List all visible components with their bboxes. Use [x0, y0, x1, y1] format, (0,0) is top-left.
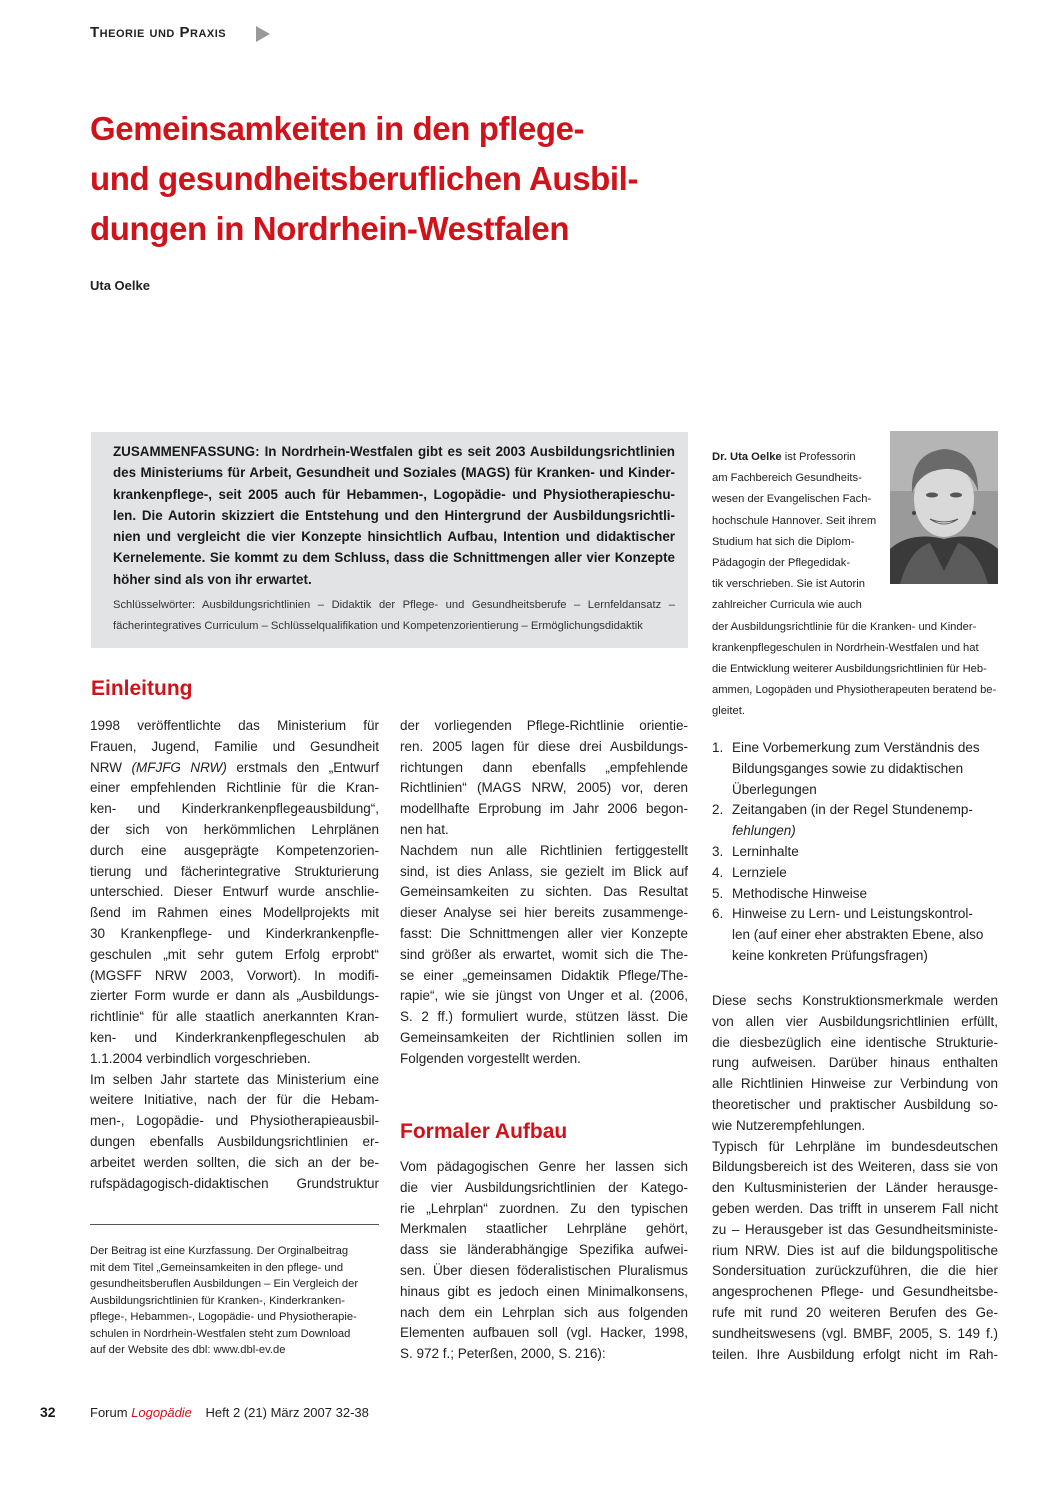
list-line: Überlegungen — [732, 781, 817, 797]
journal-name: Forum — [90, 1405, 128, 1420]
text-line: Bildungsbereich ist des Weiteren, dass sie von — [712, 1159, 998, 1175]
text-line: Diese sechs Konstruktionsmerkmale werden — [712, 993, 998, 1008]
list-number: 3. — [712, 843, 724, 859]
bio-line: zahlreicher Curricula wie auch — [712, 599, 862, 612]
text-line: Folgenden vorgestellt werden. — [400, 1050, 581, 1066]
list-line: Hinweise zu Lern- und Leistungskontrol- — [732, 906, 973, 922]
text-line: 1.1.2004 verbindlich vorgeschrieben. — [90, 1050, 311, 1066]
text-line: der vorliegenden Pflege-Richtlinie orientie- — [400, 718, 688, 733]
column-2 — [400, 716, 688, 1070]
text-line: NRW (MFJFG NRW) erstmals den „Entwurf — [90, 759, 380, 775]
heading-formaler-aufbau: Formaler Aufbau — [400, 1120, 568, 1143]
text-line: S. 2 ff.) formuliert wurde, stützen lässt. Die — [400, 1009, 688, 1025]
title-line: dungen in Nordrhein-Westfalen — [90, 210, 570, 247]
summary-line: des Ministeriums für Arbeit, Gesundheit und Soziales (MAGS) für Kranken- und Kinder- — [113, 465, 675, 481]
bio-line: Studium hat sich die Diplom- — [712, 535, 855, 548]
list-number: 5. — [712, 885, 724, 901]
text-line: men-, Logopädie- und Physiotherapieausbil- — [90, 1113, 379, 1129]
text-line: einer empfehlenden Richtlinie für die Kran- — [90, 780, 379, 796]
text-line: die diesbezüglich eine identische Strukturie- — [712, 1034, 998, 1050]
text-line: rapie“, wie sie jüngst von Unger et al. (2006, — [400, 988, 688, 1004]
keywords-line: fächerintegratives Curriculum – Schlüsselqualifikation und Kompetenzorientierung – Ermöglichungsdidaktik — [113, 619, 643, 632]
text-line: richtlinie“ für alle staatlich anerkannten Kran- — [90, 1009, 379, 1025]
bio-name: Dr. Uta Oelke — [712, 451, 782, 463]
bio-line: gleitet. — [712, 705, 745, 718]
text-line: Vom pädagogischen Genre her lassen sich — [400, 1159, 688, 1174]
text-line: sundheitswesens (vgl. BMBF, 2005, S. 149 f.) — [712, 1325, 998, 1341]
summary-line: ZUSAMMENFASSUNG: In Nordrhein-Westfalen gibt es seit 2003 Ausbildungsrichtlinien — [113, 444, 675, 459]
author-bio — [712, 447, 1002, 723]
text-line: Frauen, Jugend, Familie und Gesundheit — [90, 738, 379, 754]
text-line: geben werden. Das trifft in unserem Fall nicht — [712, 1200, 998, 1216]
text-line: dass sie länderabhängige Spezifika aufwei- — [400, 1242, 688, 1258]
keywords — [113, 595, 675, 636]
list-number: 4. — [712, 864, 724, 880]
bio-line — [712, 447, 1002, 468]
text-line: Gemeinsamkeiten zu sichten. Das Resultat — [400, 884, 688, 900]
list-item — [712, 904, 1004, 966]
list-number: 1. — [712, 740, 724, 755]
text-line: teilen. Ihre Ausbildung erfolgt nicht im Rah- — [712, 1346, 998, 1362]
text-line: ken- und Kinderkrankenpflegeausbildung“, — [90, 801, 379, 817]
text-line: rie „Lehrplan“ zuordnen. Zu den typischen — [400, 1200, 688, 1216]
heading-einleitung: Einleitung — [91, 677, 193, 700]
section-label: Theorie und Praxis — [90, 24, 227, 41]
text-line: richtungen dann ebenfalls „empfehlende — [400, 759, 688, 775]
list-line: Bildungsganges sowie zu didaktischen — [732, 760, 964, 776]
text-line: hinaus gibt es jedoch einen Minimalkonsens, — [400, 1283, 688, 1299]
text-line: der sich von herkömmlichen Lehrplänen — [90, 821, 379, 837]
list-item — [712, 738, 1004, 800]
summary-line: Kernelemente. Sie kommt zu dem Schluss, dass die Schnittmengen aller vier Konzepte — [113, 550, 675, 566]
list-item — [712, 842, 1004, 863]
text-line: arbeitet werden sollten, die sich an der be- — [90, 1154, 379, 1170]
footnote-divider — [90, 1224, 379, 1225]
list-item — [712, 863, 1004, 884]
text-line: nach dem ein Lehrplan sich aus folgenden — [400, 1304, 688, 1320]
summary-line: nien und vergleicht die vier Konzepte hinsichtlich Aufbau, Intention und didaktischer — [113, 529, 675, 545]
bio-text: ist Professorin — [781, 451, 856, 463]
footnote — [90, 1243, 379, 1359]
text-line: modellhafte Erprobung im Jahr 2006 begon- — [400, 801, 688, 817]
text-line: 1998 veröffentlichte das Ministerium für — [90, 718, 379, 733]
text-line: Richtlinien“ (MAGS NRW, 2005) vor, deren — [400, 780, 688, 796]
text-line: ßend im Rahmen eines Modellprojekts mit — [90, 905, 379, 921]
list-item — [712, 800, 1004, 842]
list-line: Lernziele — [732, 864, 787, 880]
summary-line: len. Die Autorin skizziert die Entstehung und den Hintergrund der Ausbildungsrichtli- — [113, 507, 675, 523]
journal-brand: Logopädie — [131, 1405, 192, 1420]
text-line: durch eine ausgeprägte Kompetenzorien- — [90, 842, 379, 858]
text-line: zierter Form wurde er dann als „Ausbildungs- — [90, 988, 379, 1004]
journal-footer — [90, 1405, 369, 1420]
text-line: rufspädagogisch-didaktischen Grundstruktur — [90, 1175, 379, 1191]
summary-line: krankenpflege-, seit 2005 auch für Hebammen-, Logopädie- und Physiotherapieschu- — [113, 486, 675, 502]
list-line: Eine Vorbemerkung zum Verständnis des — [732, 740, 980, 755]
bio-line: ammen, Logopäden und Physiotherapeuten beratend be- — [712, 684, 997, 697]
article-title — [90, 104, 730, 254]
footnote-line: auf der Website des dbl: www.dbl-ev.de — [90, 1344, 286, 1356]
text-line: Gemeinsamkeiten der Richtlinien sollen im — [400, 1029, 688, 1045]
summary-text — [113, 441, 675, 590]
author-name: Uta Oelke — [90, 278, 150, 293]
bio-line: krankenpflegeschulen in Nordrhein-Westfalen und hat — [712, 641, 979, 654]
list-line: Methodische Hinweise — [732, 885, 868, 901]
list-item — [712, 884, 1004, 905]
bio-line: hochschule Hannover. Seit ihrem — [712, 514, 877, 527]
footnote-line: pflege-, Hebammen-, Logopädie- und Physiotherapie- — [90, 1311, 357, 1323]
text-line: rufe mit rund 20 weiteren Berufen des Ge- — [712, 1304, 998, 1320]
text-line: ken- und Kinderkrankenpflegeschulen ab — [90, 1029, 379, 1045]
bio-line: wesen der Evangelischen Fach- — [712, 493, 872, 506]
text-line: von allen vier Ausbildungsrichtlinien erfüllt, — [712, 1013, 998, 1029]
list-line: fehlungen) — [732, 823, 796, 839]
footnote-line: schulen in Nordrhein-Westfalen steht zum Download — [90, 1327, 351, 1340]
text-line: zu – Herausgeber ist das Gesundheitsministe- — [712, 1221, 998, 1237]
text-line: unterschied. Dieser Entwurf wurde anschlie- — [90, 884, 379, 900]
text-line: Im selben Jahr startete das Ministerium eine — [90, 1071, 379, 1087]
text-line: die vier Ausbildungsrichtlinien der Katego- — [400, 1179, 688, 1195]
abbr-mfjfg: (MFJFG NRW) — [131, 759, 227, 775]
text-line: fasst: Die Schnittmengen aller vier Konzepte — [400, 925, 688, 941]
text-line: geschulen „mit sehr gutem Erfolg erprobt“ — [90, 946, 379, 962]
bio-line: am Fachbereich Gesundheits- — [712, 472, 862, 485]
text-line: rium NRW. Dies ist auf die bildungspolitische — [712, 1242, 998, 1258]
text-line: sen. Über diesen föderalistischen Pluralismus — [400, 1262, 688, 1278]
text-line: (MGSFF NRW 2003, Vorwort). In modifi- — [90, 967, 379, 983]
list-line: Zeitangaben (in der Regel Stundenemp- — [732, 802, 973, 818]
bio-line: die Entwicklung weiterer Ausbildungsrichtlinien für Heb- — [712, 663, 987, 676]
list-line: keine konkreten Prüfungsfragen) — [732, 947, 928, 963]
bio-line: der Ausbildungsrichtlinie für die Kranken- und Kinder- — [712, 620, 977, 633]
play-triangle-icon — [256, 26, 270, 42]
text-line: S. 972 f.; Peterßen, 2000, S. 216): — [400, 1346, 606, 1362]
text-line: den Kultusministerien der Länder herausge- — [712, 1180, 998, 1196]
text-line: dungen ebenfalls Ausbildungsrichtlinien er- — [90, 1133, 379, 1149]
text-line: alle Richtlinien Hinweise zur Verbindung von — [712, 1076, 998, 1092]
column-2-continued — [400, 1157, 688, 1365]
list-number: 6. — [712, 906, 724, 922]
text-line: Typisch für Lehrpläne im bundesdeutschen — [712, 1138, 998, 1154]
text-line: sind, ist dies Anlass, sie gezielt im Blick auf — [400, 863, 688, 879]
footnote-line: Ausbildungsrichtlinien für Kranken-, Kinderkranken- — [90, 1294, 345, 1307]
text-line: wie Nutzerempfehlungen. — [712, 1117, 866, 1133]
footnote-line: gesundheitsberuflen Ausbildungen – Ein Vergleich der — [90, 1278, 359, 1290]
text-line: se einer „gemeinsamen Didaktik Pflege/The- — [400, 967, 688, 983]
text-line: Nachdem nun alle Richtlinien fertiggestellt — [400, 842, 688, 858]
text-line: Elementen aufbauen soll (vgl. Hacker, 1998, — [400, 1325, 688, 1341]
text-line: ren. 2005 lagen für diese drei Ausbildungs- — [400, 738, 688, 754]
column-3 — [712, 991, 998, 1365]
list-line: len (auf einer eher abstrakten Ebene, also — [732, 927, 984, 943]
text-line: sind größer als erwartet, womit sich die The- — [400, 946, 688, 962]
footnote-line: Der Beitrag ist eine Kurzfassung. Der Orginalbeitrag — [90, 1245, 349, 1257]
text-line: Merkmalen staatlicher Lehrpläne gehört, — [400, 1221, 688, 1237]
text-line: nen hat. — [400, 821, 449, 837]
bio-line: Pädagogin der Pflegedidak- — [712, 557, 851, 570]
issue-info: Heft 2 (21) März 2007 32-38 — [205, 1405, 369, 1420]
keywords-line: Schlüsselwörter: Ausbildungsrichtlinien – Didaktik der Pflege- und Gesundheitsberufe – Lernfeldansatz – — [113, 599, 675, 611]
column-1 — [90, 716, 379, 1194]
construction-list — [712, 738, 1004, 967]
text-line: Sondersituation zurückzuführen, die die hier — [712, 1263, 998, 1279]
text-line: tierung und fächerintegrative Strukturierung — [90, 863, 379, 879]
text-line: angesprochenen Pflege- und Gesundheitsbe- — [712, 1284, 998, 1300]
title-line: Gemeinsamkeiten in den pflege- — [90, 110, 585, 147]
text-line: rung aufweisen. Darüber hinaus enthalten — [712, 1055, 998, 1071]
text-line: theoretischer und praktischer Ausbildung so- — [712, 1096, 998, 1112]
summary-line: höher sind als von ihr erwartet. — [113, 571, 312, 587]
text-line: 30 Krankenpflege- und Kinderkrankenpfle- — [90, 925, 379, 941]
footnote-line: mit dem Titel „Gemeinsamkeiten in den pflege- und — [90, 1261, 344, 1274]
page-number: 32 — [40, 1404, 56, 1420]
text-line: weitere Initiative, nach der für die Hebam- — [90, 1092, 379, 1108]
bio-line: tik verschrieben. Sie ist Autorin — [712, 578, 865, 591]
list-line: Lerninhalte — [732, 843, 799, 859]
title-line: und gesundheitsberuflichen Ausbil- — [90, 160, 639, 197]
list-number: 2. — [712, 802, 724, 818]
text-line: dieser Analyse sei hier bereits zusammenge- — [400, 905, 688, 921]
